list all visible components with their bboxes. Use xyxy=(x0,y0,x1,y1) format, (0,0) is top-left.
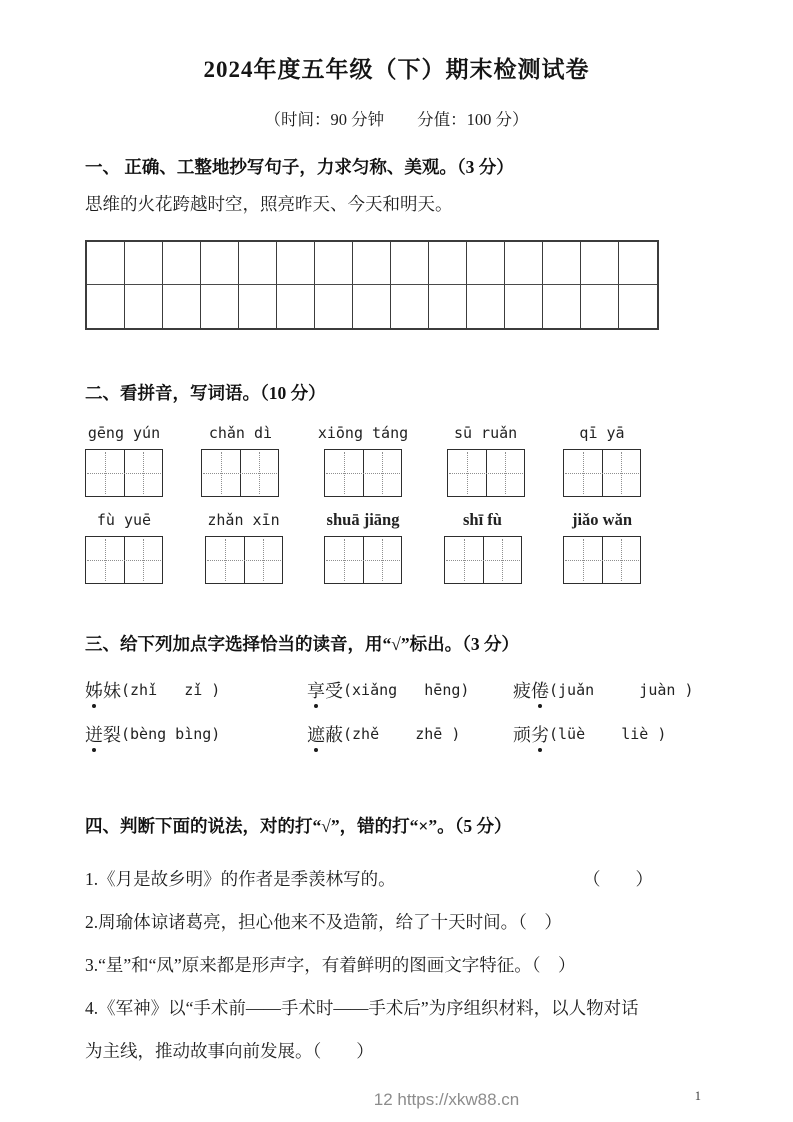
target-word xyxy=(513,721,549,747)
word-char: 疲 xyxy=(513,681,531,701)
pronunciation-options: (zhǐ zǐ ) xyxy=(121,681,221,699)
pronunciation-item xyxy=(85,668,307,712)
writing-cell xyxy=(505,242,543,285)
pinyin-answer-box xyxy=(205,536,283,584)
pinyin-answer-box xyxy=(444,536,522,584)
pinyin-label: shī fù xyxy=(463,510,502,529)
writing-cell xyxy=(239,242,277,285)
guide-line xyxy=(207,560,281,561)
guide-line xyxy=(449,473,523,474)
pronunciation-item xyxy=(85,712,307,756)
pinyin-word-item xyxy=(201,422,279,497)
pinyin-answer-box xyxy=(447,449,525,497)
judge-item xyxy=(85,944,717,987)
writing-cell xyxy=(201,242,239,285)
pinyin-label: qī yā xyxy=(579,424,625,442)
guide-line xyxy=(326,560,400,561)
section1-sentence: 思维的火花跨越时空，照亮昨天、今天和明天。 xyxy=(85,194,453,214)
page-number: 1 xyxy=(694,1089,701,1103)
writing-cell xyxy=(467,285,505,328)
judge-item xyxy=(85,987,717,1073)
guide-line xyxy=(565,473,639,474)
pinyin-label: zhǎn xīn xyxy=(207,511,280,529)
pronunciation-item xyxy=(513,712,708,756)
section4-heading: 四、判断下面的说法，对的打“√”，错的打“×”。（5 分） xyxy=(85,816,512,836)
pinyin-label: fù yuē xyxy=(96,511,152,529)
pinyin-label: gēng yún xyxy=(87,424,161,442)
writing-cell xyxy=(163,285,201,328)
pinyin-word-item xyxy=(447,422,525,497)
writing-cell xyxy=(125,242,163,285)
pinyin-answer-box xyxy=(324,536,402,584)
writing-cell xyxy=(391,285,429,328)
pinyin-answer-box xyxy=(85,449,163,497)
writing-cell xyxy=(87,285,125,328)
writing-cell xyxy=(581,285,619,328)
writing-cell xyxy=(315,285,353,328)
answer-blank: （ ） xyxy=(531,955,576,975)
pinyin-word-item xyxy=(318,422,408,497)
writing-cell xyxy=(315,242,353,285)
section1-heading: 一、 正确、工整地抄写句子，力求匀称、美观。（3 分） xyxy=(85,157,514,177)
guide-line xyxy=(446,560,520,561)
section-true-false xyxy=(85,814,708,1073)
writing-cell xyxy=(505,285,543,328)
writing-cell xyxy=(543,242,581,285)
pinyin-answer-box xyxy=(563,449,641,497)
footer-url: 12 https://xkw88.cn xyxy=(373,1090,520,1109)
guide-line xyxy=(326,473,400,474)
writing-grid-row xyxy=(87,242,657,285)
pinyin-word-item xyxy=(85,509,163,584)
judge-items-list xyxy=(85,858,708,1073)
writing-cell xyxy=(581,242,619,285)
guide-line xyxy=(87,560,161,561)
guide-line xyxy=(565,560,639,561)
judge-item xyxy=(85,858,653,901)
pinyin-answer-box xyxy=(201,449,279,497)
pinyin-word-item xyxy=(563,422,641,497)
dotted-char: 倦 xyxy=(531,677,549,703)
pinyin-label: jiǎo wǎn xyxy=(571,510,633,529)
exam-meta-line: （时间：90 分钟 分值：100 分） xyxy=(264,110,529,129)
writing-cell xyxy=(87,242,125,285)
writing-cell xyxy=(201,285,239,328)
dotted-char: 迸 xyxy=(85,721,103,747)
target-word xyxy=(85,721,121,747)
writing-cell xyxy=(353,285,391,328)
dotted-char: 享 xyxy=(307,677,325,703)
pinyin-row xyxy=(85,422,641,497)
pinyin-row xyxy=(85,509,641,584)
section-copy-sentence xyxy=(85,155,708,333)
pinyin-label: chǎn dì xyxy=(208,424,273,442)
section3-heading: 三、给下列加点字选择恰当的读音，用“√”标出。（3 分） xyxy=(85,634,519,654)
pronunciation-options: (lüè liè ) xyxy=(549,725,667,743)
writing-cell xyxy=(429,285,467,328)
judge-statement: 1.《月是故乡明》的作者是季羡林写的。 xyxy=(85,869,396,889)
word-char: 蔽 xyxy=(325,725,343,745)
pronunciation-item xyxy=(307,668,513,712)
writing-cell xyxy=(543,285,581,328)
section-pronunciation-choice xyxy=(85,632,708,756)
pinyin-answer-box xyxy=(324,449,402,497)
answer-blank: （ ） xyxy=(312,1041,374,1061)
writing-cell xyxy=(391,242,429,285)
word-char: 妹 xyxy=(103,681,121,701)
pronunciation-item xyxy=(513,668,708,712)
writing-cell xyxy=(429,242,467,285)
word-char: 受 xyxy=(325,681,343,701)
dotted-char: 劣 xyxy=(531,721,549,747)
judge-item xyxy=(85,901,717,944)
pinyin-label: xiōng táng xyxy=(317,424,409,442)
writing-cell xyxy=(239,285,277,328)
pronunciation-options: (zhě zhē ) xyxy=(343,725,461,743)
page-title: 2024年度五年级（下）期末检测试卷 xyxy=(203,57,590,82)
judge-statement: 4.《军神》以“手术前——手术时——手术后”为序组织材料，以人物对话 xyxy=(85,998,639,1018)
pronunciation-options: (juǎn juàn ) xyxy=(549,681,694,699)
writing-cell xyxy=(619,285,657,328)
guide-line xyxy=(203,473,277,474)
writing-cell xyxy=(163,242,201,285)
writing-cell xyxy=(353,242,391,285)
writing-cell xyxy=(277,285,315,328)
target-word xyxy=(307,677,343,703)
pinyin-word-item xyxy=(205,509,283,584)
pinyin-word-item xyxy=(563,509,641,584)
pinyin-label: shuā jiāng xyxy=(326,510,400,529)
judge-statement-line2: 为主线，推动故事向前发展。 xyxy=(85,1041,313,1061)
pronunciation-item xyxy=(307,712,513,756)
dotted-char: 遮 xyxy=(307,721,325,747)
target-word xyxy=(85,677,121,703)
writing-cell xyxy=(619,242,657,285)
writing-grid-row xyxy=(87,285,657,328)
pronunciation-grid xyxy=(85,668,708,756)
answer-blank: （ ） xyxy=(583,869,653,889)
pinyin-rows-container xyxy=(85,422,708,584)
target-word xyxy=(513,677,549,703)
writing-cell xyxy=(277,242,315,285)
pronunciation-options: (xiǎng hēng) xyxy=(343,681,470,699)
writing-cell xyxy=(125,285,163,328)
writing-cell xyxy=(467,242,505,285)
writing-grid xyxy=(85,240,659,330)
pinyin-answer-box xyxy=(563,536,641,584)
judge-statement: 2.周瑜体谅诸葛亮，担心他来不及造箭，给了十天时间。 xyxy=(85,912,519,932)
pinyin-word-item xyxy=(444,509,522,584)
word-char: 裂 xyxy=(103,725,121,745)
pronunciation-options: (bèng bìng) xyxy=(121,725,221,743)
pinyin-answer-box xyxy=(85,536,163,584)
section2-heading: 二、看拼音，写词语。（10 分） xyxy=(85,383,326,403)
dotted-char: 姊 xyxy=(85,677,103,703)
pinyin-word-item xyxy=(85,422,163,497)
target-word xyxy=(307,721,343,747)
judge-statement: 3.“星”和“凤”原来都是形声字，有着鲜明的图画文字特征。 xyxy=(85,955,532,975)
pinyin-label: sū ruǎn xyxy=(453,424,518,442)
word-char: 顽 xyxy=(513,725,531,745)
guide-line xyxy=(87,473,161,474)
section-pinyin-words xyxy=(85,381,708,584)
answer-blank: （ ） xyxy=(518,912,562,932)
pinyin-word-item xyxy=(324,509,402,584)
